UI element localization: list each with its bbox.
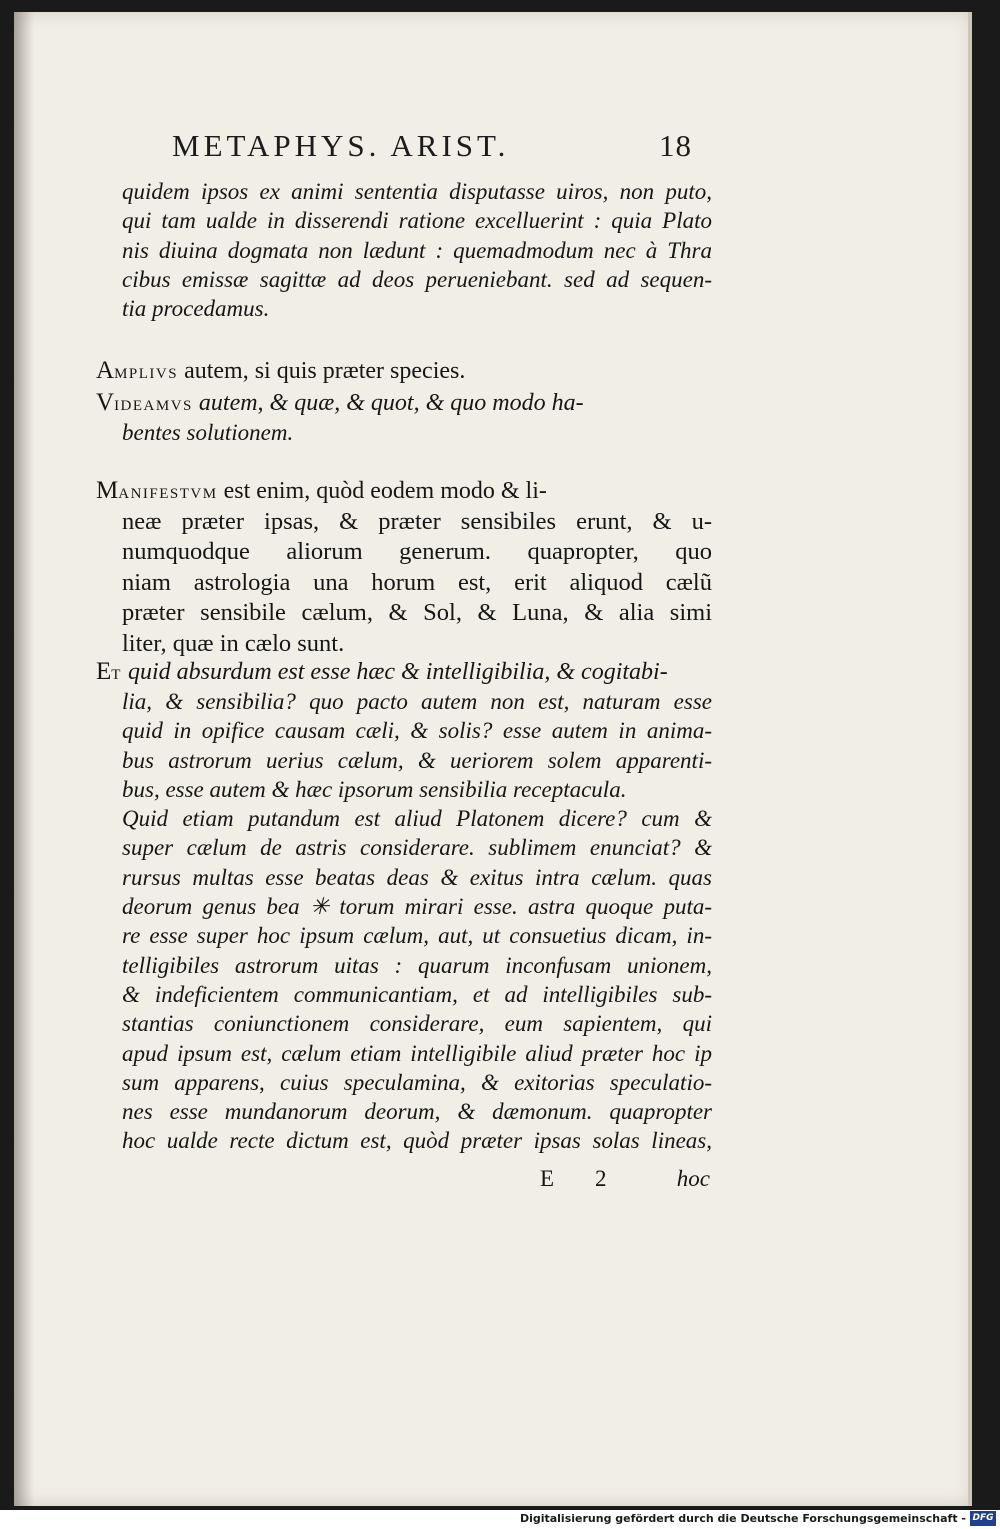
lemma-text: est enim, quòd eodem modo & li-	[223, 478, 547, 504]
lemma-smallcaps: MPLIVS	[114, 366, 179, 382]
text-line: tia procedamus.	[122, 296, 270, 322]
catchwords-line	[540, 1166, 710, 1192]
text-line: & indeficientem communicantiam, et ad intelligibiles sub-	[122, 981, 712, 1007]
text-line: bus, esse autem & hæc ipsorum sensibilia receptacula.	[122, 776, 627, 802]
dfg-logo[interactable]: DFG	[970, 1511, 996, 1526]
text-line: quid in opifice causam cæli, & solis? esse autem in anima-	[122, 718, 712, 744]
signature-mark: E	[540, 1166, 555, 1191]
text-line: rursus multas esse beatas deas & exitus intra cælum. quas	[122, 864, 712, 890]
text-line: nes esse mundanorum deorum, & dæmonum. quapropter	[122, 1099, 712, 1125]
commentary-text: quid absurdum est esse hæc & intelligibilia, & cogitabi-	[127, 659, 668, 685]
text-line: stantias coniunctionem considerare, eum sapientem, qui	[122, 1011, 712, 1037]
folio-number: 18	[659, 128, 692, 163]
catchword: hoc	[676, 1166, 710, 1191]
commentary-initial: E	[96, 658, 112, 685]
text-line: sum apparens, cuius speculamina, & exitorias speculatio-	[122, 1069, 712, 1095]
lemma-videamus	[96, 388, 584, 421]
text-line: numquodque aliorum generum. quapropter, quo	[122, 538, 712, 566]
text-line: liter, quæ in cælo sunt.	[122, 629, 345, 657]
lemma-manifestum	[96, 476, 547, 509]
text-line: bentes solutionem.	[122, 420, 294, 445]
lemma-manifestum-continuation	[122, 507, 712, 659]
text-line: bus astrorum uerius cælum, & ueriorem solem apparenti-	[122, 747, 712, 773]
commentary-et-quid	[96, 657, 668, 690]
lemma-smallcaps: ANIFESTVM	[118, 486, 218, 502]
commentary-smallcaps: T	[111, 667, 122, 683]
text-line: super cælum de astris considerare. sublimem enunciat? &	[122, 835, 712, 861]
text-line: telligibiles astrorum uitas : quarum inconfusam unionem,	[122, 952, 712, 978]
text-line: Quid etiam putandum est aliud Platonem dicere? cum &	[122, 806, 712, 832]
text-line: re esse super hoc ipsum cælum, aut, ut consuetius dicam, in-	[122, 923, 712, 949]
lemma-amplius	[96, 356, 465, 389]
page-gutter-shadow	[14, 12, 34, 1506]
text-line: niam astrologia una horum est, erit aliquod cælũ	[122, 568, 712, 596]
footer-credit: Digitalisierung gefördert durch die Deutsche Forschungsgemeinschaft -	[519, 1512, 966, 1525]
running-head-title: METAPHYS. ARIST.	[172, 128, 510, 163]
text-line: quidem ipsos ex animi sententia disputasse uiros, non puto,	[122, 179, 712, 204]
text-line: hoc ualde recte dictum est, quòd præter ipsas solas lineas,	[122, 1128, 712, 1154]
lemma-smallcaps: IDEAMVS	[114, 398, 193, 414]
commentary-paragraph-1	[122, 177, 712, 323]
lemma-text: autem, si quis præter species.	[184, 358, 466, 384]
running-head	[172, 128, 692, 164]
page-edge	[968, 12, 972, 1506]
text-line: qui tam ualde in disserendi ratione excelluerint : quia Plato	[122, 208, 712, 234]
text-line: deorum genus bea ✳ torum mirari esse. astra quoque puta-	[122, 894, 712, 920]
text-line: apud ipsum est, cælum etiam intelligibile aliud præter hoc ip	[122, 1040, 712, 1066]
lemma-text: autem, & quæ, & quot, & quo modo ha-	[198, 390, 584, 416]
text-line: præter sensibile cælum, & Sol, & Luna, & alia simi	[122, 599, 712, 627]
signature-number: 2	[595, 1166, 607, 1191]
text-line: nis diuina dogmata non lædunt : quemadmodum nec à Thra	[122, 237, 712, 263]
lemma-initial: V	[96, 389, 115, 416]
lemma-initial: A	[96, 357, 115, 384]
lemma-videamus-continuation	[122, 418, 712, 447]
text-line: lia, & sensibilia? quo pacto autem non est, naturam esse	[122, 689, 712, 714]
text-line: cibus emissæ sagittæ ad deos perueniebant. sed ad sequen-	[122, 266, 712, 292]
commentary-paragraph-2	[122, 687, 712, 1156]
lemma-initial: M	[96, 477, 119, 504]
text-line: neæ præter ipsas, & præter sensibiles erunt, & u-	[122, 508, 712, 535]
